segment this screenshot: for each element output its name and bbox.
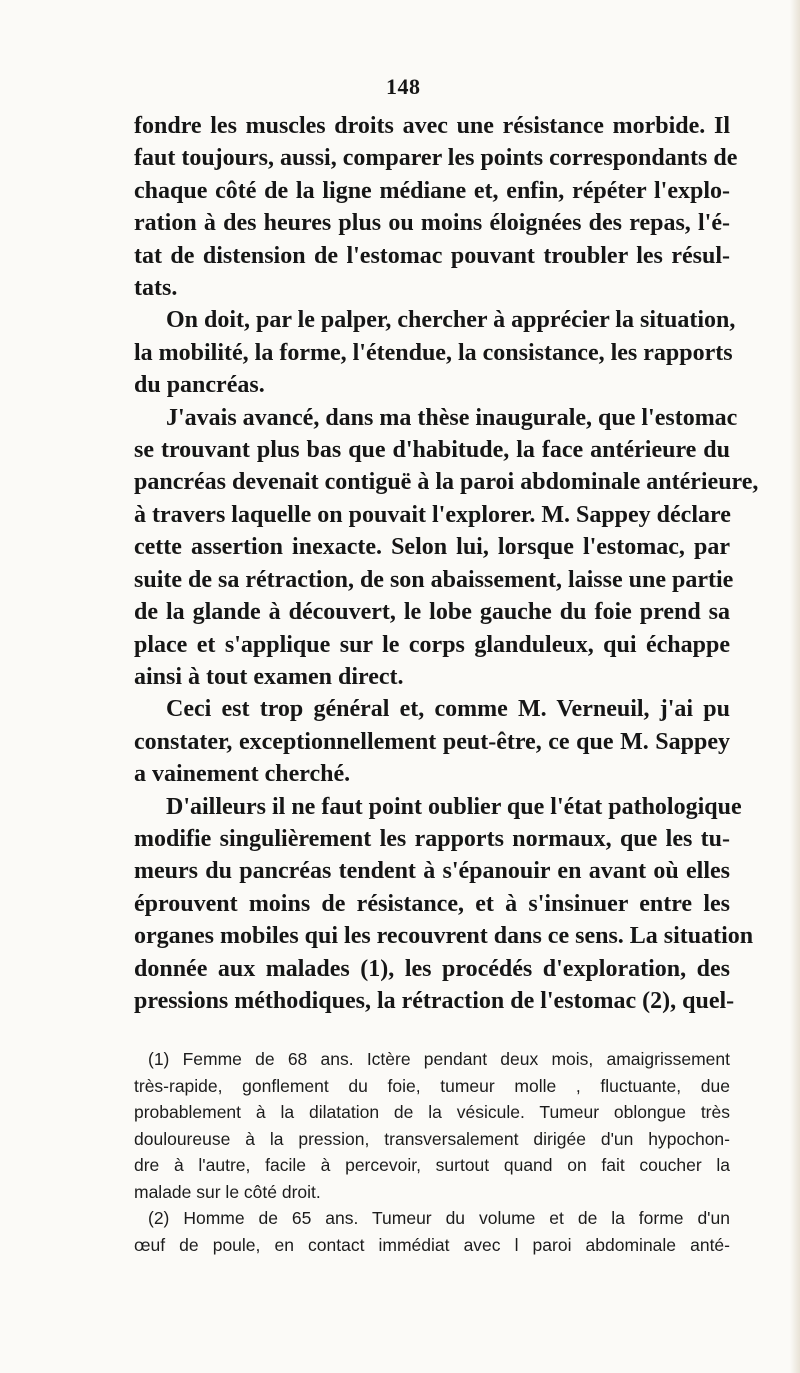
text-line: suite de sa rétraction, de son abaissement, laisse une partie [134, 566, 734, 593]
text-line: modifie singulièrement les rapports normaux, que les tu- [134, 825, 730, 852]
text-line: se trouvant plus bas que d'habitude, la face antérieure du [134, 437, 730, 464]
text-line: faut toujours, aussi, comparer les points correspondants de [134, 145, 738, 172]
footnote-line: très-rapide, gonflement du foie, tumeur molle , fluctuante, due [134, 1075, 730, 1096]
text-line: ainsi à tout examen direct. [134, 663, 404, 690]
text-line: chaque côté de la ligne médiane et, enfin, répéter l'explo- [134, 177, 730, 204]
footnote-line: œuf de poule, en contact immédiat avec l paroi abdominale anté- [134, 1234, 730, 1255]
text-line: place et s'applique sur le corps glanduleux, qui échappe [134, 631, 730, 658]
text-line: ration à des heures plus ou moins éloignées des repas, l'é- [134, 210, 730, 237]
body-text [134, 110, 759, 1017]
footnote-line: (2) Homme de 65 ans. Tumeur du volume et de la forme d'un [148, 1208, 730, 1228]
text-line: constater, exceptionnellement peut-être, ce que M. Sappey [134, 728, 730, 755]
text-line: pressions méthodiques, la rétraction de l'estomac (2), quel- [134, 987, 735, 1014]
text-line: fondre les muscles droits avec une résistance morbide. Il [134, 113, 730, 139]
page-edge-shadow [790, 0, 800, 1373]
page-number: 148 [386, 74, 421, 99]
text-line: à travers laquelle on pouvait l'explorer. M. Sappey déclare [134, 501, 731, 528]
text-line: donnée aux malades (1), les procédés d'exploration, des [134, 955, 730, 982]
text-line: Ceci est trop général et, comme M. Verneuil, j'ai pu [166, 696, 730, 723]
text-line: de la glande à découvert, le lobe gauche du foie prend sa [134, 599, 730, 626]
text-line: organes mobiles qui les recouvrent dans ce sens. La situation [134, 923, 754, 950]
text-line: la mobilité, la forme, l'étendue, la consistance, les rapports [134, 339, 733, 366]
text-line: a vainement cherché. [134, 761, 351, 788]
text-line: D'ailleurs il ne faut point oublier que l'état pathologique [166, 793, 742, 820]
text-line: tat de distension de l'estomac pouvant troubler les résul- [134, 242, 730, 269]
footnote-line: douloureuse à la pression, transversalement dirigée d'un hypochon- [134, 1128, 730, 1149]
footnotes [134, 1046, 730, 1258]
text-line: tats. [134, 275, 178, 302]
text-line: On doit, par le palper, chercher à apprécier la situation, [166, 307, 736, 334]
text-line: cette assertion inexacte. Selon lui, lorsque l'estomac, par [134, 534, 730, 561]
footnote-line: probablement à la dilatation de la vésicule. Tumeur oblongue très [134, 1102, 730, 1122]
text-line: du pancréas. [134, 372, 265, 399]
text-line: éprouvent moins de résistance, et à s'insinuer entre les [134, 890, 730, 917]
footnote-line: (1) Femme de 68 ans. Ictère pendant deux mois, amaigrissement [148, 1049, 730, 1069]
text-line: meurs du pancréas tendent à s'épanouir en avant où elles [134, 858, 730, 885]
text-line: pancréas devenait contiguë à la paroi abdominale antérieure, [134, 469, 759, 496]
footnote-line: dre à l'autre, facile à percevoir, surtout quand on fait coucher la [134, 1155, 730, 1175]
footnote-line: malade sur le côté droit. [134, 1181, 321, 1202]
text-line: J'avais avancé, dans ma thèse inaugurale, que l'estomac [166, 404, 738, 431]
